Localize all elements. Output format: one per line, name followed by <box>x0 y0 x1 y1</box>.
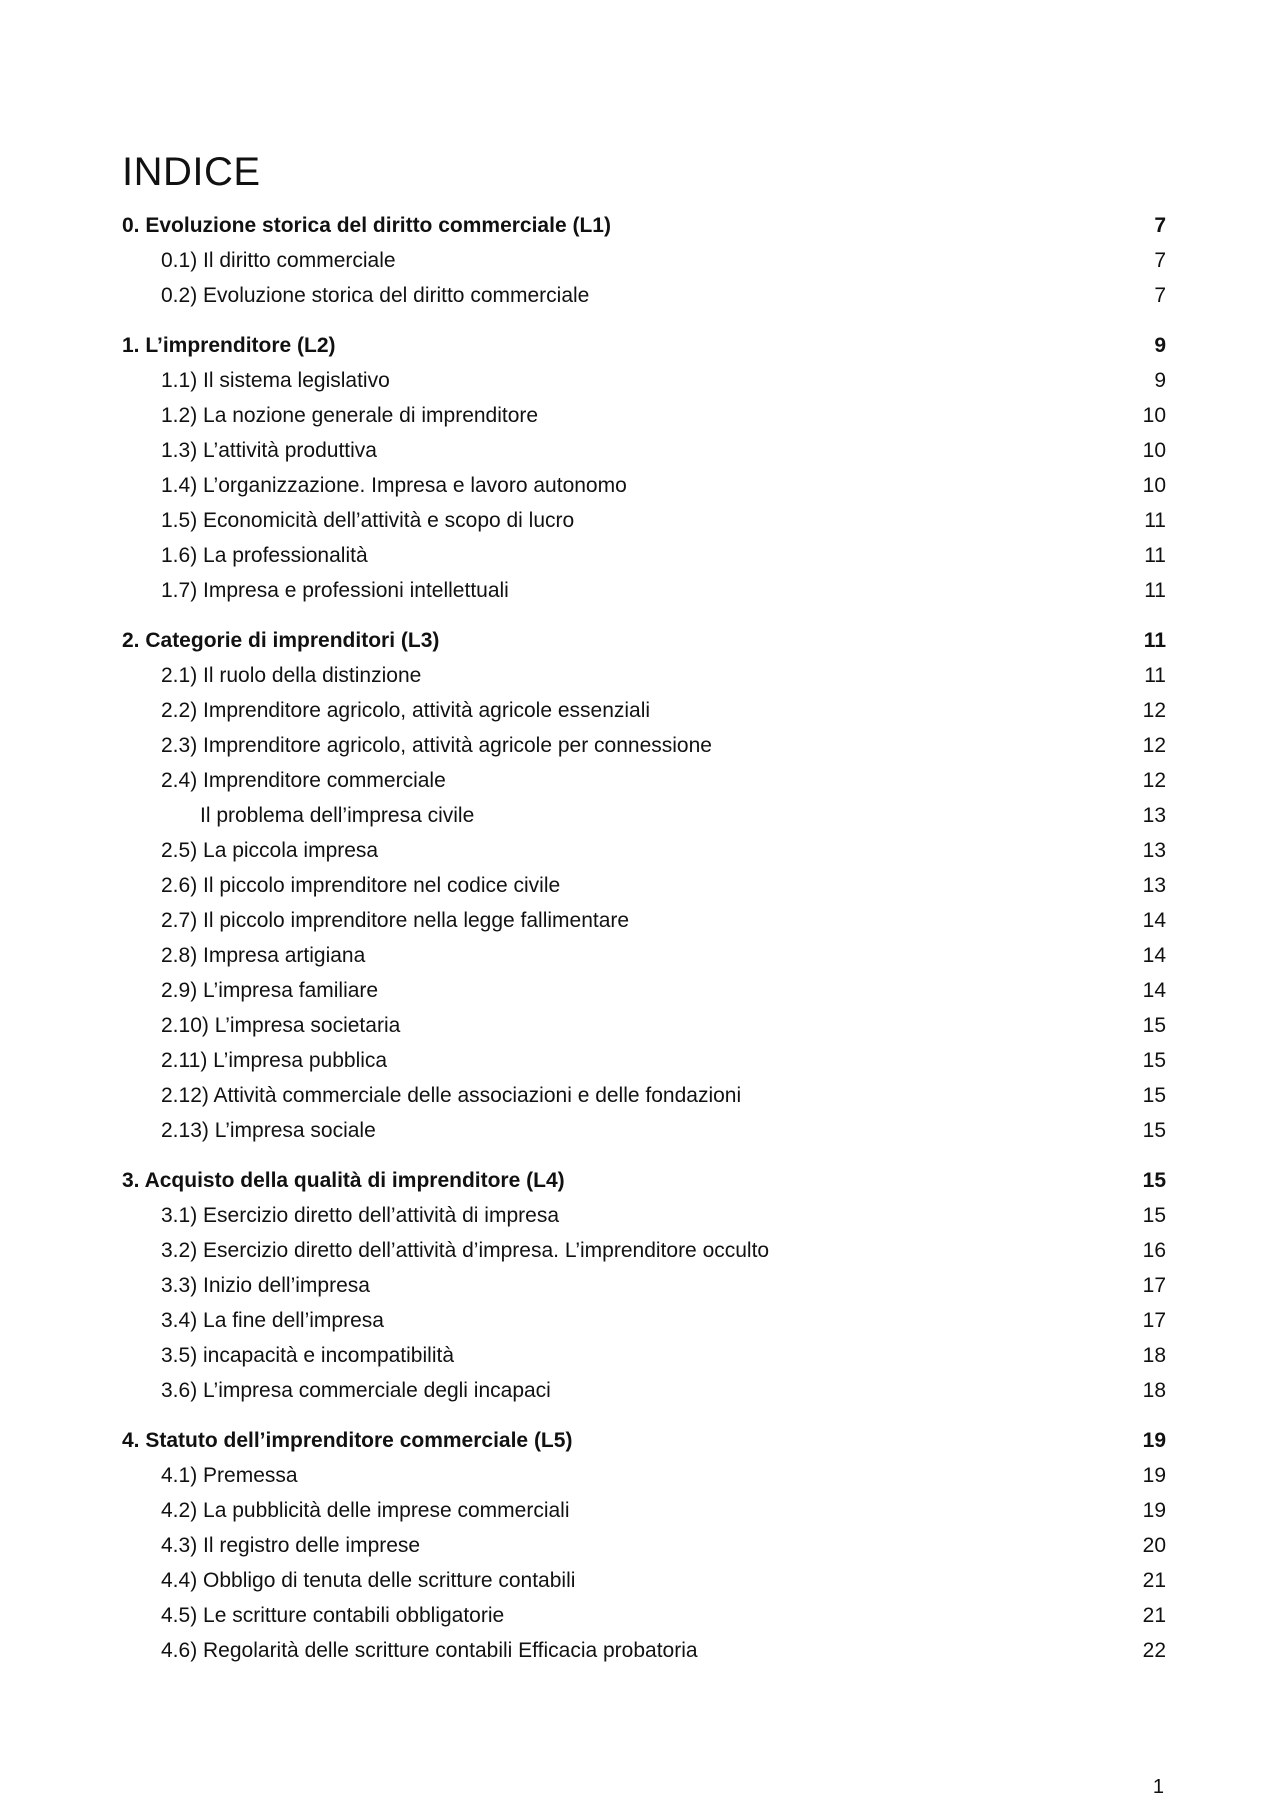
toc-entry-page: 11 <box>1144 579 1166 602</box>
toc-section-heading <box>122 328 1166 363</box>
toc-entry-page: 16 <box>1142 1239 1166 1262</box>
toc-entry-label: 2.7) Il piccolo imprenditore nella legge fallimentare <box>161 909 630 932</box>
toc-entry-page: 10 <box>1142 404 1166 427</box>
toc-entry-page: 12 <box>1142 699 1166 722</box>
page-title: INDICE <box>122 150 261 194</box>
toc-entry-page: 14 <box>1142 979 1166 1002</box>
toc-entry-label: 3.3) Inizio dell’impresa <box>161 1274 370 1297</box>
toc-entry <box>122 1233 1166 1268</box>
toc-entry-label: 0.2) Evoluzione storica del diritto commerciale <box>161 284 590 307</box>
toc-entry <box>122 1268 1166 1303</box>
toc-entry <box>122 1338 1166 1373</box>
toc-entry-page: 11 <box>1144 664 1166 687</box>
toc-entry-page: 14 <box>1142 944 1166 967</box>
toc-entry-label: 2.12) Attività commerciale delle associazioni e delle fondazioni <box>161 1084 742 1107</box>
toc-entry-label: 2.8) Impresa artigiana <box>161 944 366 967</box>
toc-entry <box>122 658 1166 693</box>
toc-entry <box>122 1633 1166 1668</box>
toc-entry-page: 7 <box>1154 284 1166 307</box>
toc-entry <box>122 1008 1166 1043</box>
toc-entry-label: Il problema dell’impresa civile <box>200 804 475 827</box>
toc-entry-label: 0.1) Il diritto commerciale <box>161 249 396 272</box>
toc-entry <box>122 693 1166 728</box>
toc-entry-label: 3.4) La fine dell’impresa <box>161 1309 384 1332</box>
toc-section <box>122 1163 1166 1408</box>
toc-entry-page: 18 <box>1142 1344 1166 1367</box>
toc-entry <box>122 278 1166 313</box>
toc-entry <box>122 573 1166 608</box>
toc-entry <box>122 243 1166 278</box>
toc-entry-label: 2.11) L’impresa pubblica <box>161 1049 388 1072</box>
toc-entry <box>122 1598 1166 1633</box>
toc-section <box>122 208 1166 313</box>
toc-entry-label: 1.1) Il sistema legislativo <box>161 369 390 392</box>
toc-entry <box>122 1458 1166 1493</box>
toc-entry <box>122 798 1166 833</box>
toc-entry-label: 4.2) La pubblicità delle imprese commerciali <box>161 1499 570 1522</box>
toc-entry-page: 15 <box>1142 1204 1166 1227</box>
toc-entry-label: 3.2) Esercizio diretto dell’attività d’impresa. L’imprenditore occulto <box>161 1239 770 1262</box>
page-number: 1 <box>1152 1776 1164 1798</box>
toc-entry-label: 3.1) Esercizio diretto dell’attività di impresa <box>161 1204 559 1227</box>
toc-entry-label: 2.4) Imprenditore commerciale <box>161 769 446 792</box>
toc-entry-label: 2.2) Imprenditore agricolo, attività agricole essenziali <box>161 699 651 722</box>
toc-entry-page: 15 <box>1142 1119 1166 1142</box>
toc-entry-label: 3.6) L’impresa commerciale degli incapaci <box>161 1379 551 1402</box>
toc-entry-page: 9 <box>1154 334 1166 357</box>
toc-entry-label: 2.3) Imprenditore agricolo, attività agricole per connessione <box>161 734 712 757</box>
toc-entry-label: 1.3) L’attività produttiva <box>161 439 377 462</box>
toc-entry-label: 2.6) Il piccolo imprenditore nel codice civile <box>161 874 561 897</box>
toc-entry <box>122 1198 1166 1233</box>
toc-entry-page: 15 <box>1142 1169 1166 1192</box>
toc-entry <box>122 1563 1166 1598</box>
toc-entry <box>122 363 1166 398</box>
toc-entry <box>122 398 1166 433</box>
toc-entry-label: 0. Evoluzione storica del diritto commerciale (L1) <box>122 214 611 237</box>
toc-entry <box>122 868 1166 903</box>
toc-entry-page: 21 <box>1142 1569 1166 1592</box>
toc-entry <box>122 1043 1166 1078</box>
toc-entry-page: 15 <box>1142 1049 1166 1072</box>
toc-section-heading <box>122 1163 1166 1198</box>
toc-entry-page: 17 <box>1142 1274 1166 1297</box>
toc-entry-label: 4.3) Il registro delle imprese <box>161 1534 421 1557</box>
toc-entry-page: 11 <box>1143 629 1166 652</box>
toc-entry-label: 1.6) La professionalità <box>161 544 368 567</box>
toc-entry-label: 3. Acquisto della qualità di imprenditore (L4) <box>122 1169 565 1192</box>
toc-entry <box>122 938 1166 973</box>
toc-entry-page: 21 <box>1142 1604 1166 1627</box>
toc-section <box>122 623 1166 1148</box>
toc-entry-label: 1.5) Economicità dell’attività e scopo di lucro <box>161 509 575 532</box>
toc-entry-page: 7 <box>1154 214 1166 237</box>
toc-entry <box>122 1303 1166 1338</box>
toc-entry <box>122 433 1166 468</box>
toc-entry <box>122 1493 1166 1528</box>
toc-entry-page: 19 <box>1142 1499 1166 1522</box>
toc-entry-page: 9 <box>1154 369 1166 392</box>
toc-entry-label: 2.9) L’impresa familiare <box>161 979 379 1002</box>
toc-section <box>122 1423 1166 1668</box>
toc-entry <box>122 973 1166 1008</box>
toc-entry-page: 7 <box>1154 249 1166 272</box>
toc-entry <box>122 468 1166 503</box>
toc-section <box>122 328 1166 608</box>
toc-entry-page: 17 <box>1142 1309 1166 1332</box>
toc-section-heading <box>122 623 1166 658</box>
toc-entry-label: 3.5) incapacità e incompatibilità <box>161 1344 454 1367</box>
toc-entry-page: 15 <box>1142 1084 1166 1107</box>
toc-entry-label: 2.10) L’impresa societaria <box>161 1014 401 1037</box>
toc-entry-label: 4.1) Premessa <box>161 1464 298 1487</box>
toc-entry-page: 12 <box>1142 769 1166 792</box>
toc-entry-page: 13 <box>1142 804 1166 827</box>
toc-entry <box>122 1113 1166 1148</box>
toc-entry-label: 4.5) Le scritture contabili obbligatorie <box>161 1604 505 1627</box>
toc-entry-page: 10 <box>1142 439 1166 462</box>
toc-entry <box>122 538 1166 573</box>
toc-entry-page: 19 <box>1142 1429 1166 1452</box>
toc-entry-page: 20 <box>1142 1534 1166 1557</box>
toc-section-heading <box>122 1423 1166 1458</box>
toc-entry <box>122 763 1166 798</box>
toc-entry-label: 1. L’imprenditore (L2) <box>122 334 336 357</box>
toc-entry <box>122 1528 1166 1563</box>
toc-entry <box>122 903 1166 938</box>
toc-entry <box>122 503 1166 538</box>
toc-entry-page: 12 <box>1142 734 1166 757</box>
toc-entry <box>122 1078 1166 1113</box>
toc-entry-label: 1.2) La nozione generale di imprenditore <box>161 404 539 427</box>
toc-entry-page: 22 <box>1142 1639 1166 1662</box>
toc-entry-page: 18 <box>1142 1379 1166 1402</box>
toc-entry-page: 14 <box>1142 909 1166 932</box>
toc-entry-label: 4. Statuto dell’imprenditore commerciale (L5) <box>122 1429 573 1452</box>
toc-entry-page: 19 <box>1142 1464 1166 1487</box>
toc-entry-label: 2.5) La piccola impresa <box>161 839 379 862</box>
table-of-contents <box>122 208 1166 1683</box>
toc-entry-page: 13 <box>1142 874 1166 897</box>
toc-section-heading <box>122 208 1166 243</box>
toc-entry <box>122 1373 1166 1408</box>
toc-entry-page: 13 <box>1142 839 1166 862</box>
toc-entry-label: 2. Categorie di imprenditori (L3) <box>122 629 440 652</box>
toc-entry-label: 4.6) Regolarità delle scritture contabili Efficacia probatoria <box>161 1639 698 1662</box>
toc-entry-page: 11 <box>1144 544 1166 567</box>
toc-entry-label: 1.7) Impresa e professioni intellettuali <box>161 579 509 602</box>
toc-entry-page: 11 <box>1144 509 1166 532</box>
toc-entry-label: 1.4) L’organizzazione. Impresa e lavoro autonomo <box>161 474 627 497</box>
toc-entry <box>122 833 1166 868</box>
toc-entry <box>122 728 1166 763</box>
toc-entry-label: 4.4) Obbligo di tenuta delle scritture contabili <box>161 1569 576 1592</box>
toc-entry-label: 2.1) Il ruolo della distinzione <box>161 664 422 687</box>
toc-entry-label: 2.13) L’impresa sociale <box>161 1119 376 1142</box>
toc-entry-page: 15 <box>1142 1014 1166 1037</box>
toc-entry-page: 10 <box>1142 474 1166 497</box>
